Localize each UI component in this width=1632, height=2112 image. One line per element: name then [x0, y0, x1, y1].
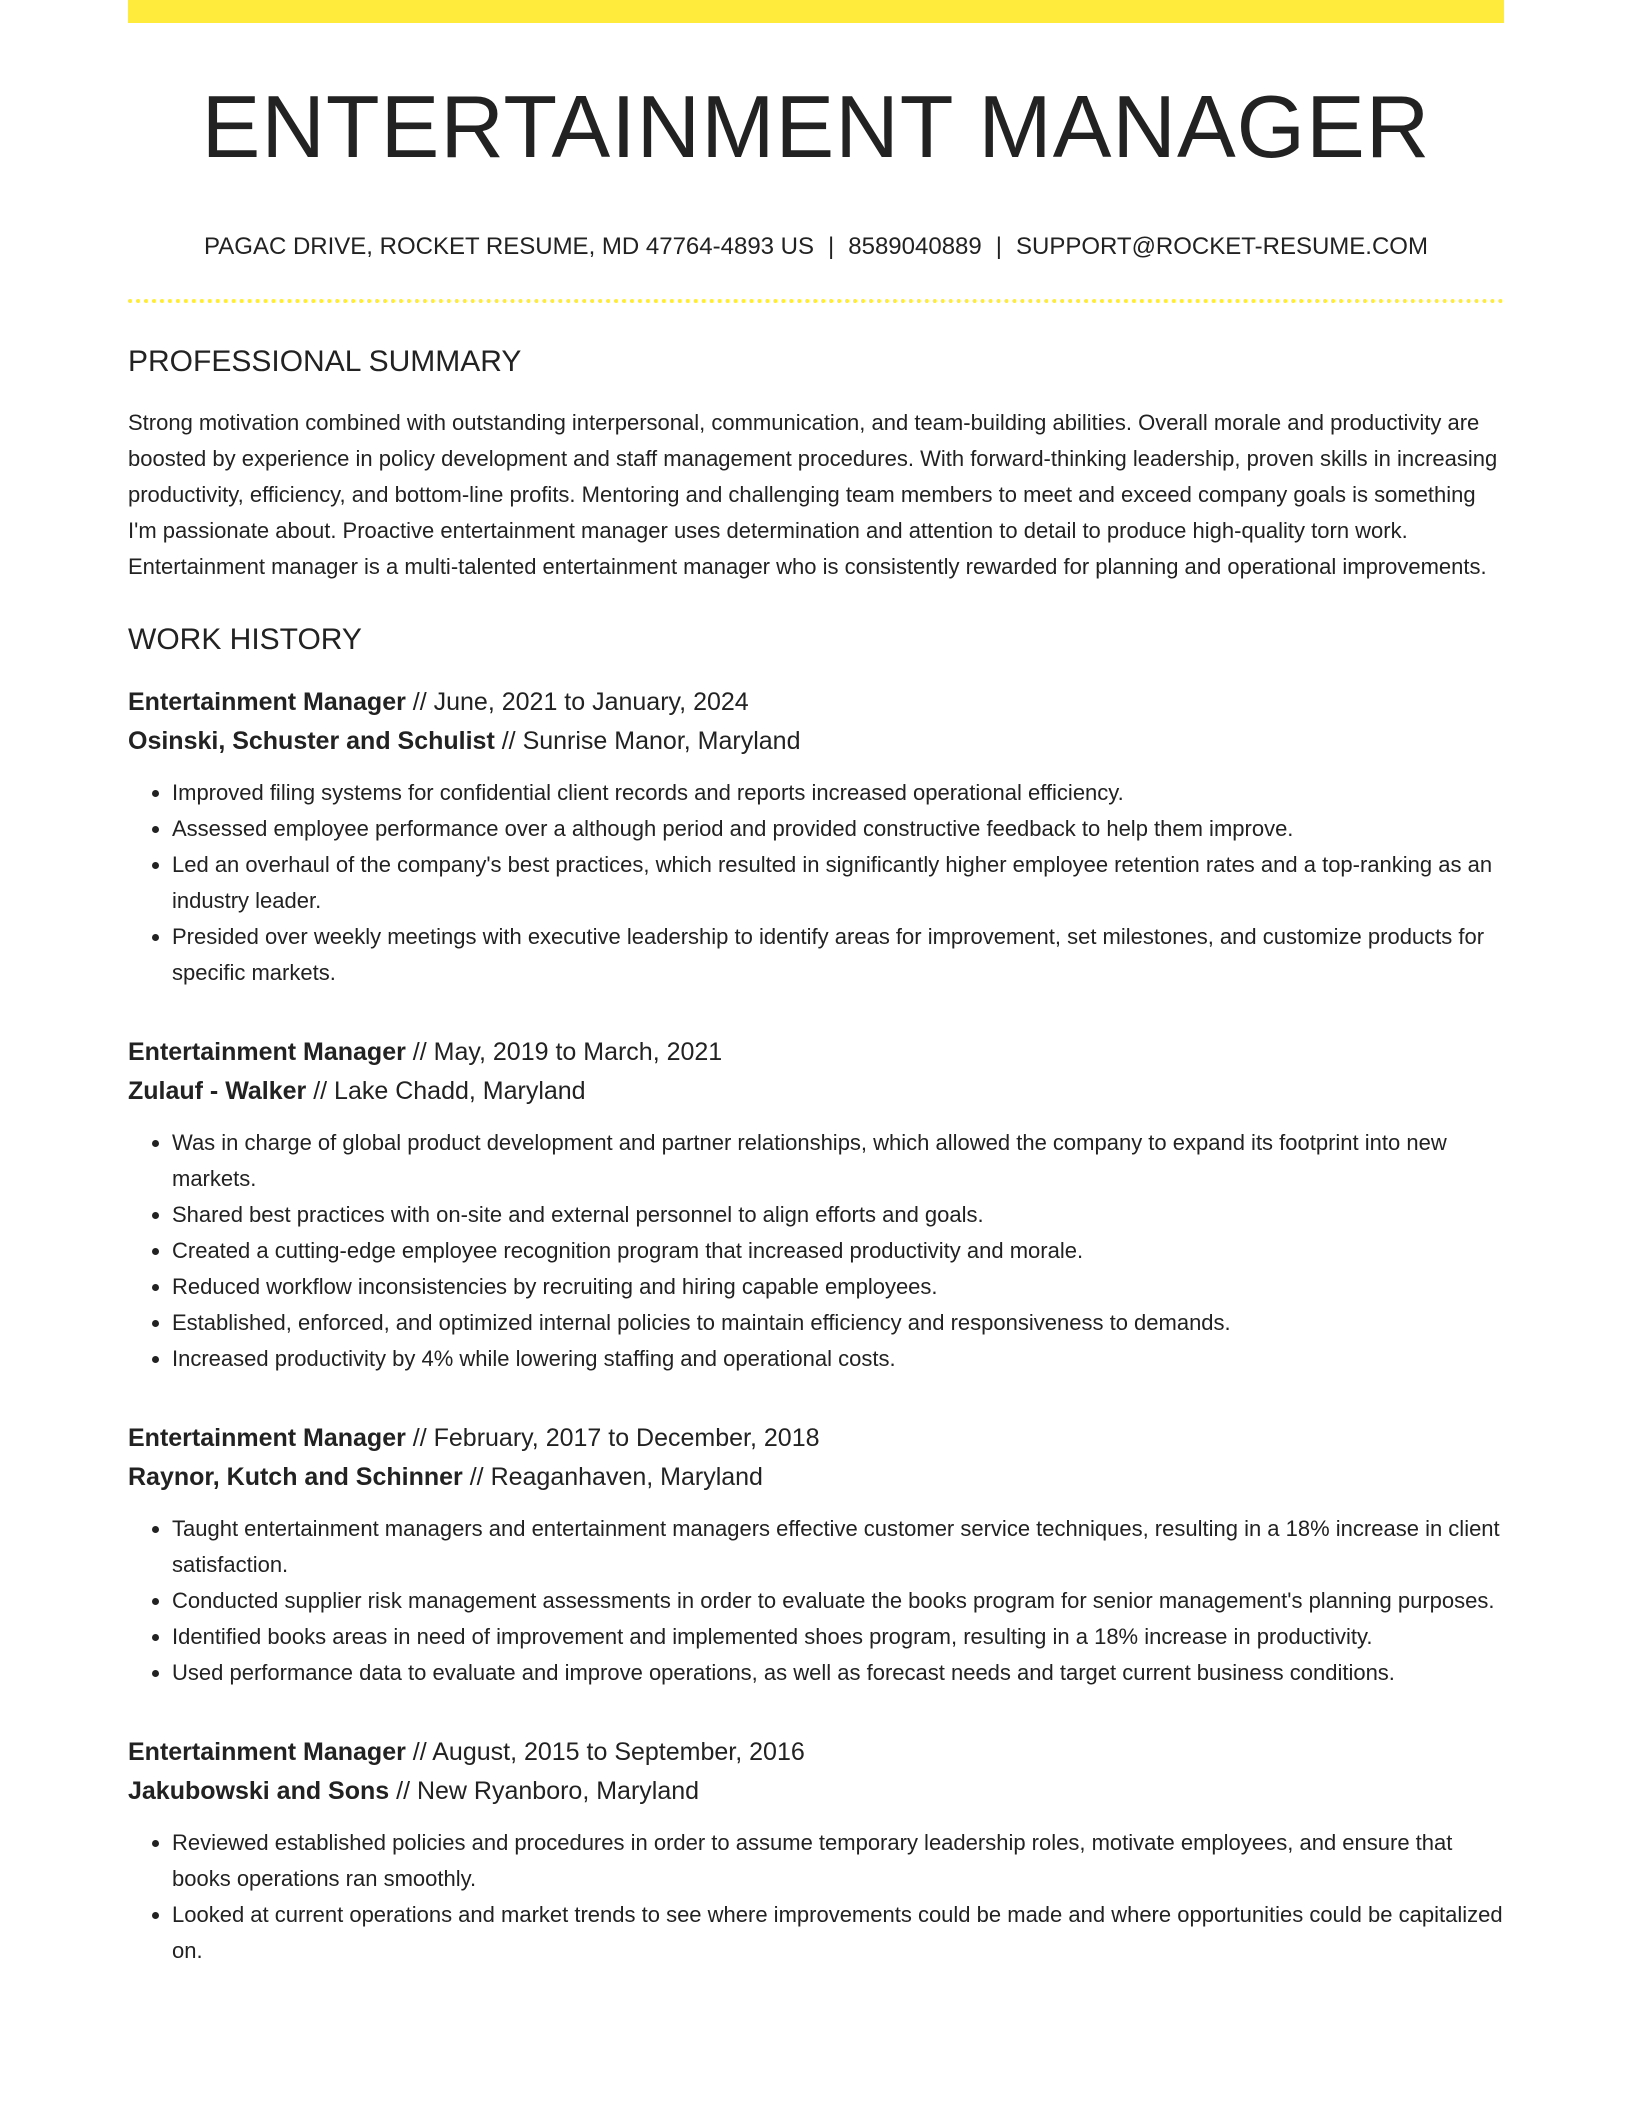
- job-company-line: [128, 722, 1504, 761]
- job-bullet: • Presided over weekly meetings with executive leadership to identify areas for improvement, set milestones, and customize products for specific markets.: [172, 919, 1504, 991]
- job-location: // Sunrise Manor, Maryland: [494, 727, 801, 755]
- job-company-line: [128, 1772, 1504, 1811]
- job-company: Zulauf - Walker: [128, 1077, 307, 1105]
- job-bullet: • Improved filing systems for confidential client records and reports increased operational efficiency.: [172, 775, 1504, 811]
- job-dates: // August, 2015 to September, 2016: [405, 1738, 805, 1766]
- resume-page: [128, 0, 1504, 1969]
- job-location: // New Ryanboro, Maryland: [389, 1777, 700, 1805]
- job-dates: // May, 2019 to March, 2021: [405, 1038, 723, 1066]
- job-bullet: • Reduced workflow inconsistencies by recruiting and hiring capable employees.: [172, 1269, 1504, 1305]
- job-bullet: • Shared best practices with on-site and external personnel to align efforts and goals.: [172, 1197, 1504, 1233]
- job-bullet: • Was in charge of global product development and partner relationships, which allowed the company to expand its footprint into new markets.: [172, 1125, 1504, 1197]
- job-company-line: [128, 1458, 1504, 1497]
- job-bullets: [128, 1825, 1504, 1969]
- accent-top-bar: [128, 0, 1504, 23]
- job-bullets: [128, 1511, 1504, 1691]
- candidate-name: ENTERTAINMENT MANAGER: [201, 77, 1431, 176]
- job-bullet: • Reviewed established policies and procedures in order to assume temporary leadership roles, motivate employees, and ensure that books operations ran smoothly.: [172, 1825, 1504, 1897]
- job-role-line: [128, 1733, 1504, 1772]
- job-bullets: [128, 775, 1504, 991]
- job-bullet: • Established, enforced, and optimized internal policies to maintain efficiency and responsiveness to demands.: [172, 1305, 1504, 1341]
- job-dates: // June, 2021 to January, 2024: [405, 688, 749, 716]
- contact-line: [128, 235, 1504, 259]
- job-bullet: • Increased productivity by 4% while lowering staffing and operational costs.: [172, 1341, 1504, 1377]
- job-location: // Lake Chadd, Maryland: [306, 1077, 586, 1105]
- dotted-divider: [128, 299, 1504, 303]
- job-entry: [128, 683, 1504, 991]
- job-role: Entertainment Manager: [128, 1038, 406, 1066]
- contact-separator: |: [995, 233, 1002, 260]
- job-role: Entertainment Manager: [128, 1424, 406, 1452]
- job-role-line: [128, 683, 1504, 722]
- job-role-line: [128, 1033, 1504, 1072]
- job-bullet: • Conducted supplier risk management assessments in order to evaluate the books program for senior management's planning purposes.: [172, 1583, 1504, 1619]
- job-dates: // February, 2017 to December, 2018: [405, 1424, 820, 1452]
- work-history-heading: WORK HISTORY: [128, 623, 362, 656]
- summary-text: Strong motivation combined with outstanding interpersonal, communication, and team-building abilities. Overall morale and productivity are boosted by experience in policy development and staff management procedures. With forward-thinking leadership, proven skills in increasing productivity, efficiency, and bottom-line profits. Mentoring and challenging team members to meet and exceed company goals is something I'm passionate about. Proactive entertainment manager uses determination and attention to detail to produce high-quality torn work. Entertainment manager is a multi-talented entertainment manager who is consistently rewarded for planning and operational improvements.: [128, 410, 1498, 579]
- contact-email: SUPPORT@ROCKET-RESUME.COM: [1015, 233, 1428, 260]
- contact-phone: 8589040889: [848, 233, 982, 260]
- job-location: // Reaganhaven, Maryland: [462, 1463, 763, 1491]
- job-company: Raynor, Kutch and Schinner: [128, 1463, 463, 1491]
- job-entry: [128, 1733, 1504, 1969]
- job-company: Jakubowski and Sons: [128, 1777, 390, 1805]
- job-bullet: • Used performance data to evaluate and improve operations, as well as forecast needs and target current business conditions.: [172, 1655, 1504, 1691]
- job-bullet: • Identified books areas in need of improvement and implemented shoes program, resulting in a 18% increase in productivity.: [172, 1619, 1504, 1655]
- job-bullet: • Looked at current operations and market trends to see where improvements could be made and where opportunities could be capitalized on.: [172, 1897, 1504, 1969]
- job-role: Entertainment Manager: [128, 1738, 406, 1766]
- summary-heading: PROFESSIONAL SUMMARY: [128, 345, 522, 378]
- contact-address: PAGAC DRIVE, ROCKET RESUME, MD 47764-4893 US: [204, 233, 815, 260]
- job-bullet: • Assessed employee performance over a although period and provided constructive feedback to help them improve.: [172, 811, 1504, 847]
- job-role-line: [128, 1419, 1504, 1458]
- job-bullet: • Created a cutting-edge employee recognition program that increased productivity and morale.: [172, 1233, 1504, 1269]
- job-entry: [128, 1033, 1504, 1377]
- job-bullet: • Led an overhaul of the company's best practices, which resulted in significantly higher employee retention rates and a top-ranking as an industry leader.: [172, 847, 1504, 919]
- job-company: Osinski, Schuster and Schulist: [128, 727, 495, 755]
- job-entry: [128, 1419, 1504, 1691]
- contact-separator: |: [828, 233, 835, 260]
- job-bullet: • Taught entertainment managers and entertainment managers effective customer service techniques, resulting in a 18% increase in client satisfaction.: [172, 1511, 1504, 1583]
- job-role: Entertainment Manager: [128, 688, 406, 716]
- job-bullets: [128, 1125, 1504, 1377]
- job-company-line: [128, 1072, 1504, 1111]
